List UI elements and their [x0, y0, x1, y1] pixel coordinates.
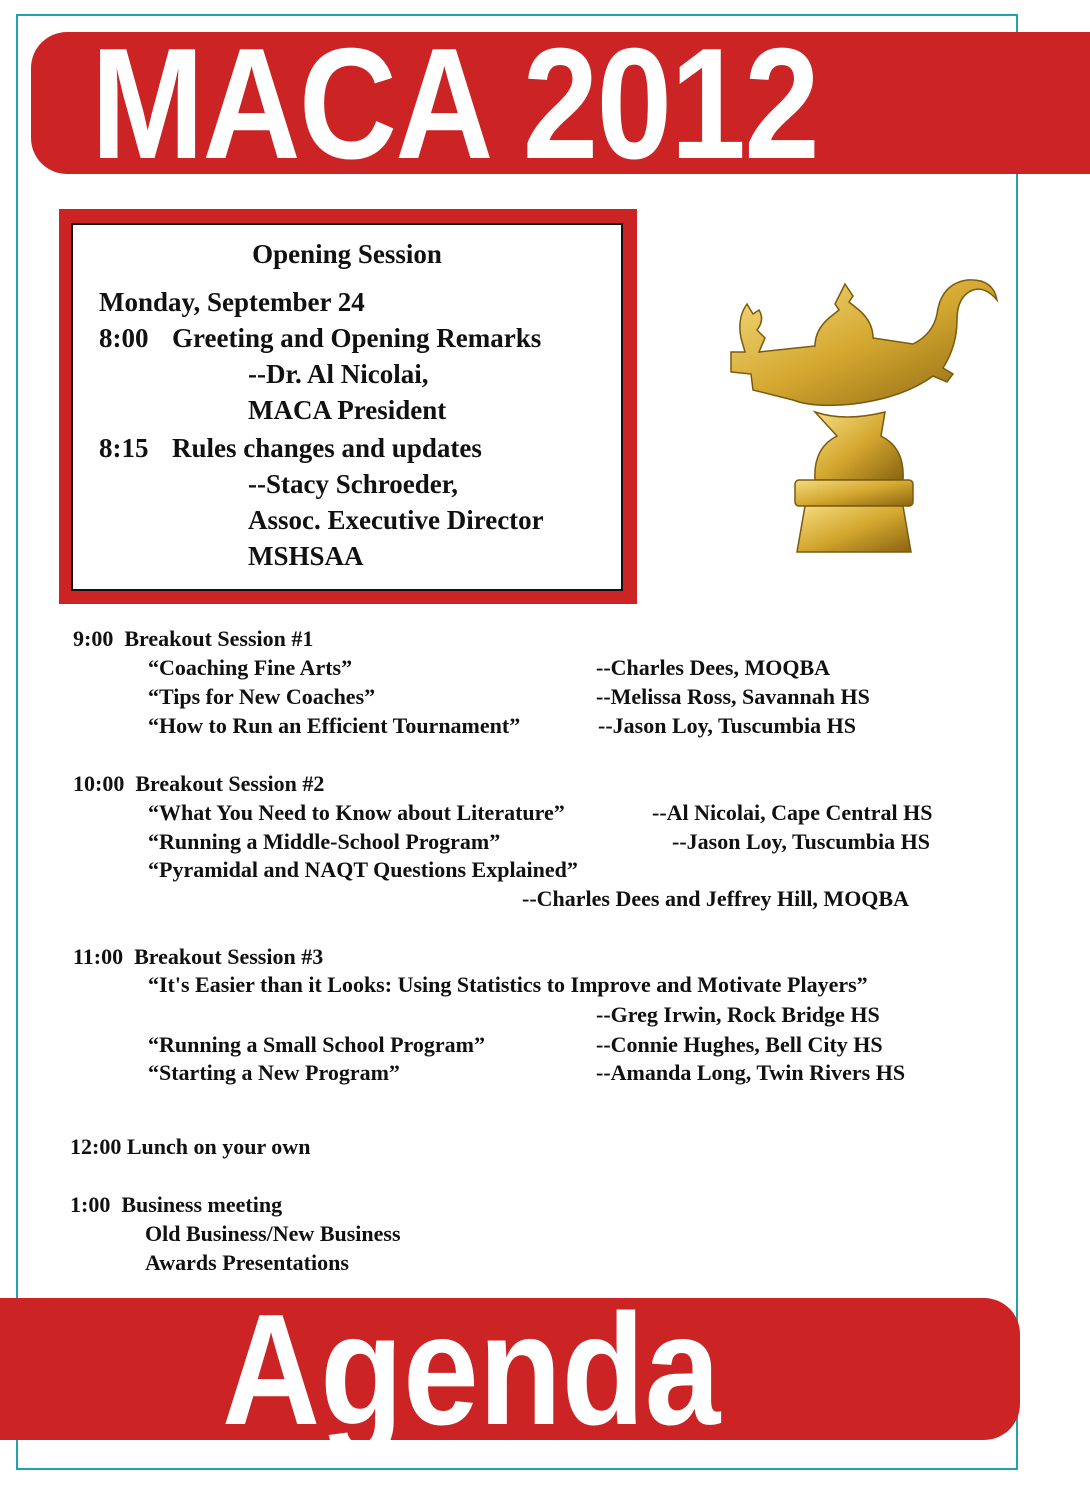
session-2-heading: 10:00 Breakout Session #2 — [73, 771, 325, 796]
session-2-talk-2-speaker: --Jason Loy, Tuscumbia HS — [672, 829, 930, 854]
opening-item-2-role: Assoc. Executive Director — [248, 505, 544, 535]
session-1-talk-3-speaker: --Jason Loy, Tuscumbia HS — [598, 713, 856, 738]
session-3-heading: 11:00 Breakout Session #3 — [73, 944, 324, 969]
lunch-item: 12:00 Lunch on your own — [70, 1134, 311, 1159]
opening-item-1-title: Greeting and Opening Remarks — [172, 323, 542, 353]
opening-item-2-org: MSHSAA — [248, 541, 364, 571]
header-title: MACA 2012 — [91, 16, 819, 192]
session-1-talk-1-speaker: --Charles Dees, MOQBA — [596, 655, 831, 680]
opening-time-2: 8:15 — [99, 433, 149, 463]
opening-time-1: 8:00 — [99, 323, 149, 353]
session-3-talk-3-speaker: --Amanda Long, Twin Rivers HS — [596, 1060, 906, 1085]
business-item-1: Old Business/New Business — [145, 1221, 401, 1246]
session-3-talk-2-speaker: --Connie Hughes, Bell City HS — [596, 1032, 883, 1057]
opening-item-1-speaker: --Dr. Al Nicolai, — [248, 359, 429, 389]
opening-title: Opening Session — [252, 239, 442, 269]
footer-banner — [0, 1282, 1020, 1458]
opening-item-2-speaker: --Stacy Schroeder, — [248, 469, 458, 499]
session-1-talk-1-title: “Coaching Fine Arts” — [148, 655, 353, 680]
session-2-talk-2-title: “Running a Middle-School Program” — [148, 829, 501, 854]
session-2-talk-1-title: “What You Need to Know about Literature” — [148, 800, 565, 825]
session-3-talk-1-speaker: --Greg Irwin, Rock Bridge HS — [596, 1002, 880, 1027]
footer-title: Agenda — [222, 1282, 721, 1458]
session-2-talk-3-speaker: --Charles Dees and Jeffrey Hill, MOQBA — [522, 886, 909, 911]
session-1-talk-2-title: “Tips for New Coaches” — [148, 684, 376, 709]
session-1-talk-2-speaker: --Melissa Ross, Savannah HS — [596, 684, 870, 709]
session-1-talk-3-title: “How to Run an Efficient Tournament” — [148, 713, 521, 738]
session-2-talk-1-speaker: --Al Nicolai, Cape Central HS — [652, 800, 933, 825]
opening-item-1-role: MACA President — [248, 395, 447, 425]
business-item-2: Awards Presentations — [145, 1250, 349, 1275]
session-3-talk-1-title: “It's Easier than it Looks: Using Statistics to Improve and Motivate Players” — [148, 972, 868, 997]
session-3-talk-2-title: “Running a Small School Program” — [148, 1032, 485, 1057]
session-1-heading: 9:00 Breakout Session #1 — [73, 626, 314, 651]
business-heading: 1:00 Business meeting — [70, 1192, 283, 1217]
session-2-talk-3-title: “Pyramidal and NAQT Questions Explained” — [148, 857, 578, 882]
session-3-talk-3-title: “Starting a New Program” — [148, 1060, 400, 1085]
opening-session-box — [59, 209, 637, 604]
lamp-of-knowledge-icon — [695, 262, 1015, 562]
opening-item-2-title: Rules changes and updates — [172, 433, 482, 463]
opening-date: Monday, September 24 — [99, 287, 365, 317]
header-banner — [31, 16, 1090, 192]
